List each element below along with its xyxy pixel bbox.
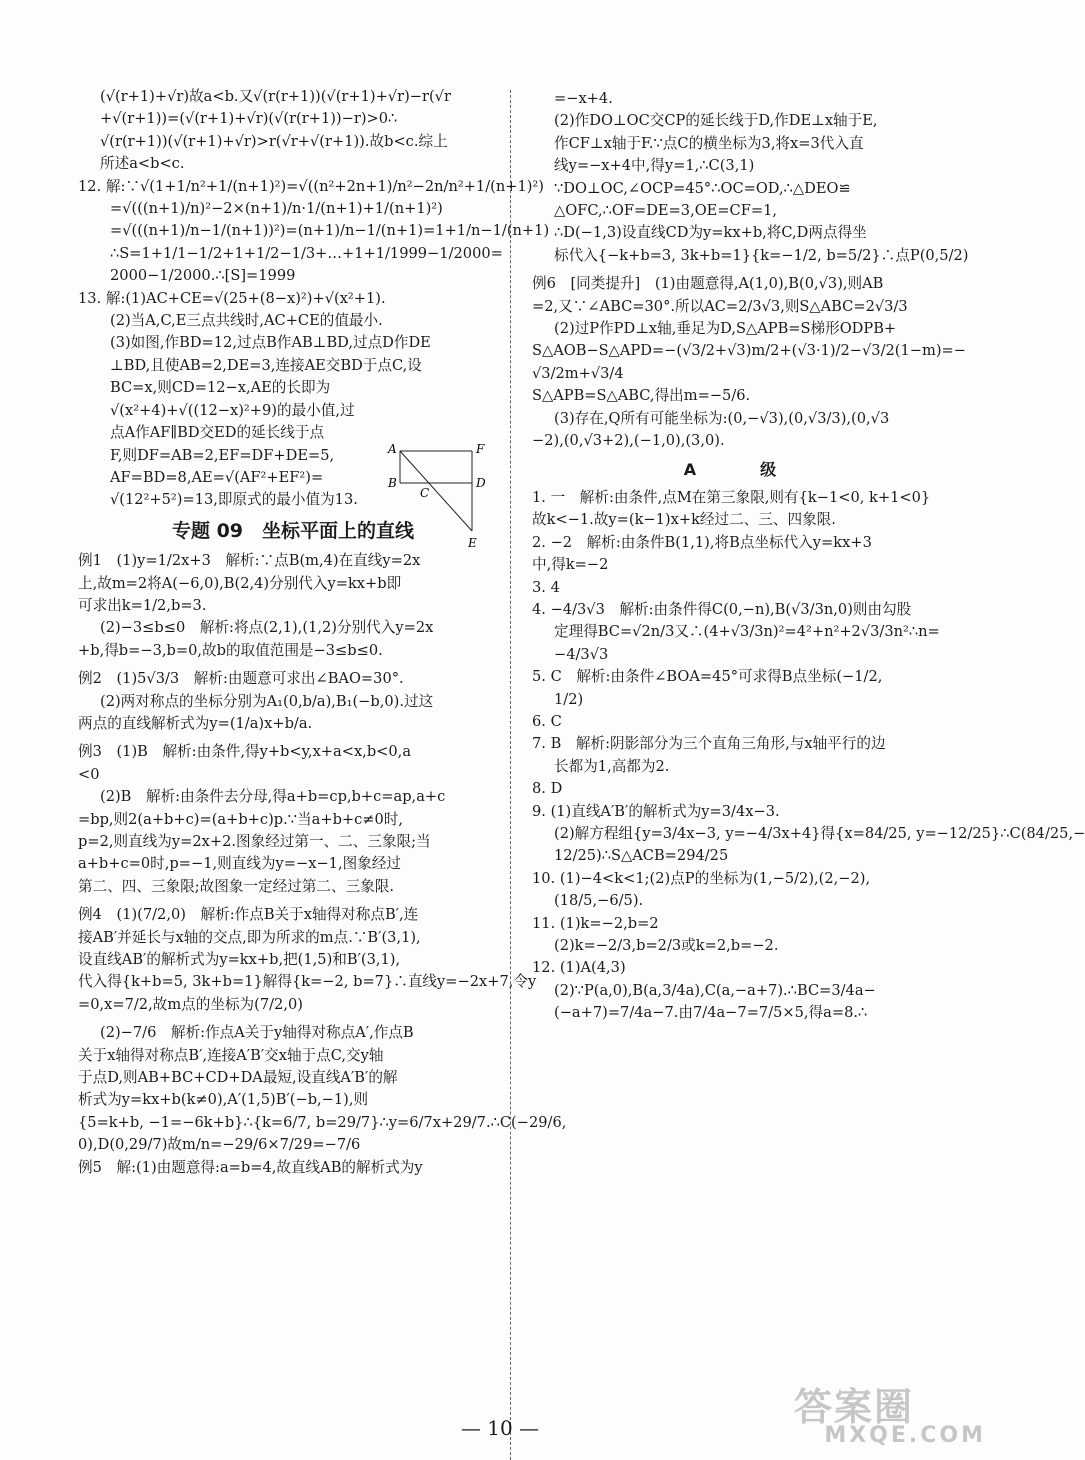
text-line: √(r(r+1))(√(r+1)+√r)>r(√r+√(r+1)).故b<c.综上 [100,132,448,150]
text-line: (2)B 解析:由条件去分母,得a+b=cp,b+c=ap,a+c [100,788,446,806]
text-line: √(12²+5²)=13,即原式的最小值为13. [110,491,358,509]
text-line: (18/5,−6/5). [554,892,644,910]
text-line: −4/3√3 [554,645,609,663]
text-line: AF=BD=8,AE=√(AF²+EF²)= [110,468,324,486]
text-line: 两点的直线解析式为y=(1/a)x+b/a. [78,714,313,732]
text-line: ∴D(−1,3)设直线CD为y=kx+b,将C,D两点得坐 [554,224,867,242]
example-1: 例1 (1)y=1/2x+3 解析:∵点B(m,4)在直线y=2x [78,552,421,570]
text-line: 中,得k=−2 [532,556,609,574]
figure-label-c: C [420,486,430,500]
text-line: (2)解方程组{y=3/4x−3, y=−4/3x+4}得{x=84/25, y=−12/25}∴C(84/25,− [554,825,1085,842]
text-line: 2000−1/2000.∴[S]=1999 [110,267,296,285]
text-line: ∴S=1+1/1−1/2+1+1/2−1/3+…+1+1/1999−1/2000= [110,244,503,262]
text-line: {5=k+b, −1=−6k+b}∴{k=6/7, b=29/7}∴y=6/7x+29/7.∴C(−29/6, [78,1113,567,1131]
answer-1: 1. 一 解析:由条件,点M在第三象限,则有{k−1<0, k+1<0} [532,488,931,506]
page-number: — 10 — [460,1416,540,1440]
text-line: =0,x=7/2,故m点的坐标为(7/2,0) [78,995,303,1013]
text-line: 所述a<b<c. [100,155,185,173]
example-2: 例2 (1)5√3/3 解析:由题意可求出∠BAO=30°. [78,670,404,688]
text-line: S△AOB−S△APD=−(√3/2+√3)m/2+(√3·1)/2−√3/2(1−m)=− [532,342,966,360]
answer-2: 2. −2 解析:由条件B(1,1),将B点坐标代入y=kx+3 [532,533,872,551]
text-line: 设直线AB′的解析式为y=kx+b,把(1,5)和B′(3,1), [78,951,401,969]
figure-label-d: D [476,476,486,490]
text-line: (2)∵P(a,0),B(a,3/4a),C(a,−a+7).∴BC=3/4a− [554,981,876,999]
figure-label-f: F [476,442,485,456]
text-line: =2,又∵∠ABC=30°.所以AC=2/3√3,则S△ABC=2√3/3 [532,297,908,315]
text-line: =√(((n+1)/n−1/(n+1))²)=(n+1)/n−1/(n+1)=1+1/n−1/(n+1) [110,222,550,240]
text-line: =bp,则2(a+b+c)=(a+b+c)p.∵当a+b+c≠0时, [78,810,404,828]
watermark-url: MXQE.COM [824,1423,986,1448]
text-line: BC=x,则CD=12−x,AE的长即为 [110,379,331,397]
answer-7: 7. B 解析:阴影部分为三个直角三角形,与x轴平行的边 [532,735,886,753]
column-divider [510,90,511,1460]
text-line: 1/2) [554,690,584,708]
example-5: 例5 解:(1)由题意得:a=b=4,故直线AB的解析式为y [78,1158,423,1176]
grade-heading: A 级 [683,459,801,479]
text-line: 标代入{−k+b=3, 3k+b=1}{k=−1/2, b=5/2}∴点P(0,5/2) [554,246,969,264]
answer-3: 3. 4 [532,578,560,596]
problem-13: 13. 解:(1)AC+CE=√(25+(8−x)²)+√(x²+1). [78,289,386,307]
text-line: p=2,则直线为y=2x+2.图象经过第一、二、三象限;当 [78,833,431,850]
text-line: 故k<−1.故y=(k−1)x+k经过二、三、四象限. [532,511,836,529]
text-line: √3/2m+√3/4 [532,364,624,382]
watermark-logo [794,1376,994,1448]
example-4: 例4 (1)(7/2,0) 解析:作点B关于x轴得对称点B′,连 [78,906,419,924]
text-line: 点A作AF∥BD交ED的延长线于点 [110,424,325,442]
watermark-text: 答案圈 [794,1385,915,1429]
text-line: <0 [78,765,100,783]
text-line: (2)−7/6 解析:作点A关于y轴得对称点A′,作点B [100,1024,414,1042]
text-line: 12/25)∴S△ACB=294/25 [554,847,729,865]
text-line: √(x²+4)+√((12−x)²+9)的最小值,过 [110,401,355,419]
text-line: =−x+4. [554,90,613,107]
example-6: 例6 [同类提升] (1)由题意得,A(1,0),B(0,√3),则AB [532,275,884,293]
text-line: (−a+7)=7/4a−7.由7/4a−7=7/5×5,得a=8.∴ [554,1004,868,1022]
text-line: =√(((n+1)/n)²−2×(n+1)/n·1/(n+1)+1/(n+1)²) [110,200,443,218]
text-line: (√(r+1)+√r)故a<b.又√(r(r+1))(√(r+1)+√r)−r(√r [100,88,451,105]
text-line: (2)当A,C,E三点共线时,AC+CE的值最小. [110,312,383,330]
text-line: (3)如图,作BD=12,过点B作AB⊥BD,过点D作DE [110,334,431,352]
answer-10: 10. (1)−4<k<1;(2)点P的坐标为(1,−5/2),(2,−2), [532,869,871,887]
answer-12: 12. (1)A(4,3) [532,959,626,977]
text-line: +b,得b=−3,b=0,故b的取值范围是−3≤b≤0. [78,641,383,659]
figure-label-e: E [468,536,477,550]
text-line: (2)过P作PD⊥x轴,垂足为D,S△APB=S梯形ODPB+ [554,320,897,338]
example-3: 例3 (1)B 解析:由条件,得y+b<y,x+a<x,b<0,a [78,743,412,761]
text-line: 长都为1,高都为2. [554,757,670,775]
answer-4: 4. −4/3√3 解析:由条件得C(0,−n),B(√3/3n,0)则由勾股 [532,600,912,618]
text-line: 线y=−x+4中,得y=1,∴C(3,1) [554,157,755,175]
figure-label-b: B [388,476,397,490]
text-line: 可求出k=1/2,b=3. [78,596,207,614]
text-line: 接AB′并延长与x轴的交点,即为所求的m点.∵B′(3,1), [78,928,421,946]
text-line: S△APB=S△ABC,得出m=−5/6. [532,387,751,405]
text-line: 0),D(0,29/7)故m/n=−29/6×7/29=−7/6 [78,1136,361,1154]
text-line: △OFC,∴OF=DE=3,OE=CF=1, [554,202,777,220]
text-line: a+b+c=0时,p=−1,则直线为y=−x−1,图象经过 [78,855,401,873]
text-line: −2),(0,√3+2),(−1,0),(3,0). [532,432,725,450]
text-line: (2)k=−2/3,b=2/3或k=2,b=−2. [554,937,779,955]
text-line: 代入得{k+b=5, 3k+b=1}解得{k=−2, b=7}∴直线y=−2x+7,令y [78,973,537,991]
figure-label-a: A [388,442,397,456]
topic-heading: 专题 09 坐标平面上的直线 [171,519,415,542]
text-line: 作CF⊥x轴于F.∵点C的横坐标为3,将x=3代入直 [554,134,864,152]
geometry-figure [386,441,490,553]
problem-12: 12. 解:∵√(1+1/n²+1/(n+1)²)=√((n²+2n+1)/n²−2n/n²+1/(n+1)²) [78,177,544,195]
text-line: ⊥BD,且使AB=2,DE=3,连接AE交BD于点C,设 [110,356,422,374]
text-line: F,则DF=AB=2,EF=DF+DE=5, [110,446,335,464]
text-line: 定理得BC=√2n/3又∴(4+√3/3n)²=4²+n²+2√3/3n²∴n= [554,623,940,641]
text-line: (2)作DO⊥OC交CP的延长线于D,作DE⊥x轴于E, [554,112,878,130]
right-column [532,88,1085,1418]
answer-5: 5. C 解析:由条件∠BOA=45°可求得B点坐标(−1/2, [532,668,883,686]
text-line: 第二、四、三象限;故图象一定经过第二、三象限. [78,877,395,895]
text-line: 于点D,则AB+BC+CD+DA最短,设直线A′B′的解 [78,1069,398,1087]
text-line: 关于x轴得对称点B′,连接A′B′交x轴于点C,交y轴 [78,1046,384,1064]
text-line: (2)两对称点的坐标分别为A₁(0,b/a),B₁(−b,0).过这 [100,692,434,710]
text-line: +√(r+1))=(√(r+1)+√r)(√(r(r+1))−r)>0∴ [100,110,398,128]
text-line: (2)−3≤b≤0 解析:将点(2,1),(1,2)分别代入y=2x [100,619,434,637]
answer-11: 11. (1)k=−2,b=2 [532,914,659,932]
answer-6: 6. C [532,712,562,730]
text-line: 析式为y=kx+b(k≠0),A′(1,5)B′(−b,−1),则 [78,1091,369,1109]
text-line: ∵DO⊥OC,∠OCP=45°∴OC=OD,∴△DEO≌ [554,179,851,197]
text-line: 上,故m=2将A(−6,0),B(2,4)分别代入y=kx+b即 [78,574,402,592]
answer-9: 9. (1)直线A′B′的解析式为y=3/4x−3. [532,802,780,820]
answer-8: 8. D [532,780,563,798]
text-line: (3)存在,Q所有可能坐标为:(0,−√3),(0,√3/3),(0,√3 [554,409,890,427]
